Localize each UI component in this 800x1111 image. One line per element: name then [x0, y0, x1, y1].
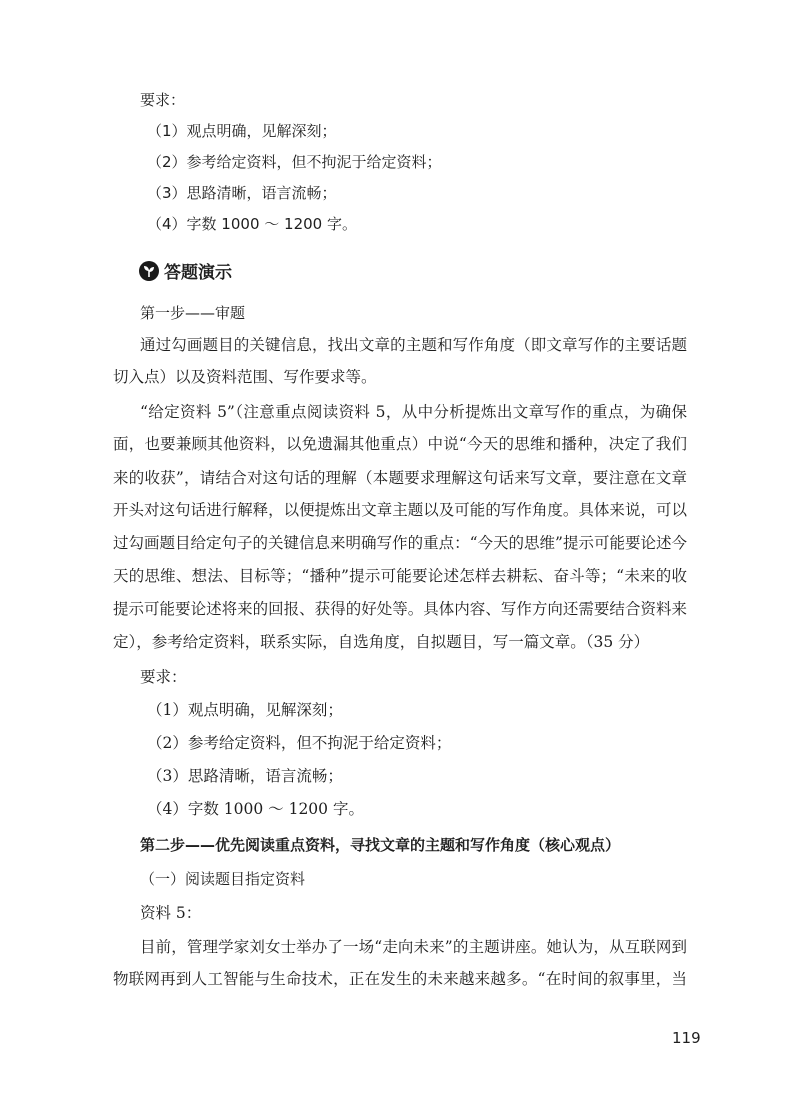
step2-title: 第二步——优先阅读重点资料，寻找文章的主题和写作角度（核心观点）	[140, 836, 621, 854]
requirement-item: （3）思路清晰，语言流畅；	[147, 184, 337, 202]
step1-title: 第一步——审题	[140, 304, 246, 322]
requirement-item: （2）参考给定资料，但不拘泥于给定资料；	[147, 153, 442, 171]
step1-line: “给定资料 5”（注意重点阅读资料 5，从中分析提炼出文章写作的重点，为确保	[140, 403, 687, 421]
requirement-item: （4）字数 1000 ～ 1200 字。	[147, 215, 357, 233]
step1-line: 天的思维、想法、目标等；“播种”提示可能要论述怎样去耕耘、奋斗等；“未来的收	[113, 567, 687, 585]
step1-line: 切入点）以及资料范围、写作要求等。	[113, 368, 377, 386]
sprout-icon	[139, 261, 159, 281]
step1-requirement-item: （3）思路清晰，语言流畅；	[147, 767, 343, 785]
step1-requirement-item: （4）字数 1000 ～ 1200 字。	[147, 800, 364, 818]
section-title: 答题演示	[164, 263, 232, 283]
requirement-item: （1）观点明确，见解深刻；	[147, 122, 337, 140]
step1-line: 过勾画题目给定句子的关键信息来明确写作的重点：“今天的思维”提示可能要论述今	[113, 534, 687, 552]
material-label: 资料 5：	[140, 904, 202, 922]
step2-subtitle: （一）阅读题目指定资料	[140, 870, 306, 888]
step1-line: 面，也要兼顾其他资料，以免遗漏其他重点）中说“今天的思维和播种，决定了我们	[113, 435, 687, 453]
page-number: 119	[672, 1029, 701, 1047]
step1-line: 提示可能要论述将来的回报、获得的好处等。具体内容、写作方向还需要结合资料来	[113, 600, 687, 618]
step1-requirement-item: （2）参考给定资料，但不拘泥于给定资料；	[147, 734, 452, 752]
step1-requirements-label: 要求：	[140, 668, 187, 686]
step1-line: 通过勾画题目的关键信息，找出文章的主题和写作角度（即文章写作的主要话题	[140, 336, 687, 354]
material-line: 物联网再到人工智能与生命技术，正在发生的未来越来越多。“在时间的叙事里，当	[113, 970, 687, 988]
material-line: 目前，管理学家刘女士举办了一场“走向未来”的主题讲座。她认为，从互联网到	[140, 938, 687, 956]
requirements-label: 要求：	[140, 91, 186, 109]
step1-line: 开头对这句话进行解释，以便提炼出文章主题以及可能的写作角度。具体来说，可以	[113, 501, 687, 519]
step1-line: 定），参考给定资料，联系实际，自选角度，自拟题目，写一篇文章。（35 分）	[113, 633, 650, 651]
section-heading	[139, 258, 232, 283]
step1-requirement-item: （1）观点明确，见解深刻；	[147, 701, 343, 719]
step1-line: 来的收获”，请结合对这句话的理解（本题要求理解这句话来写文章，要注意在文章	[113, 469, 687, 487]
